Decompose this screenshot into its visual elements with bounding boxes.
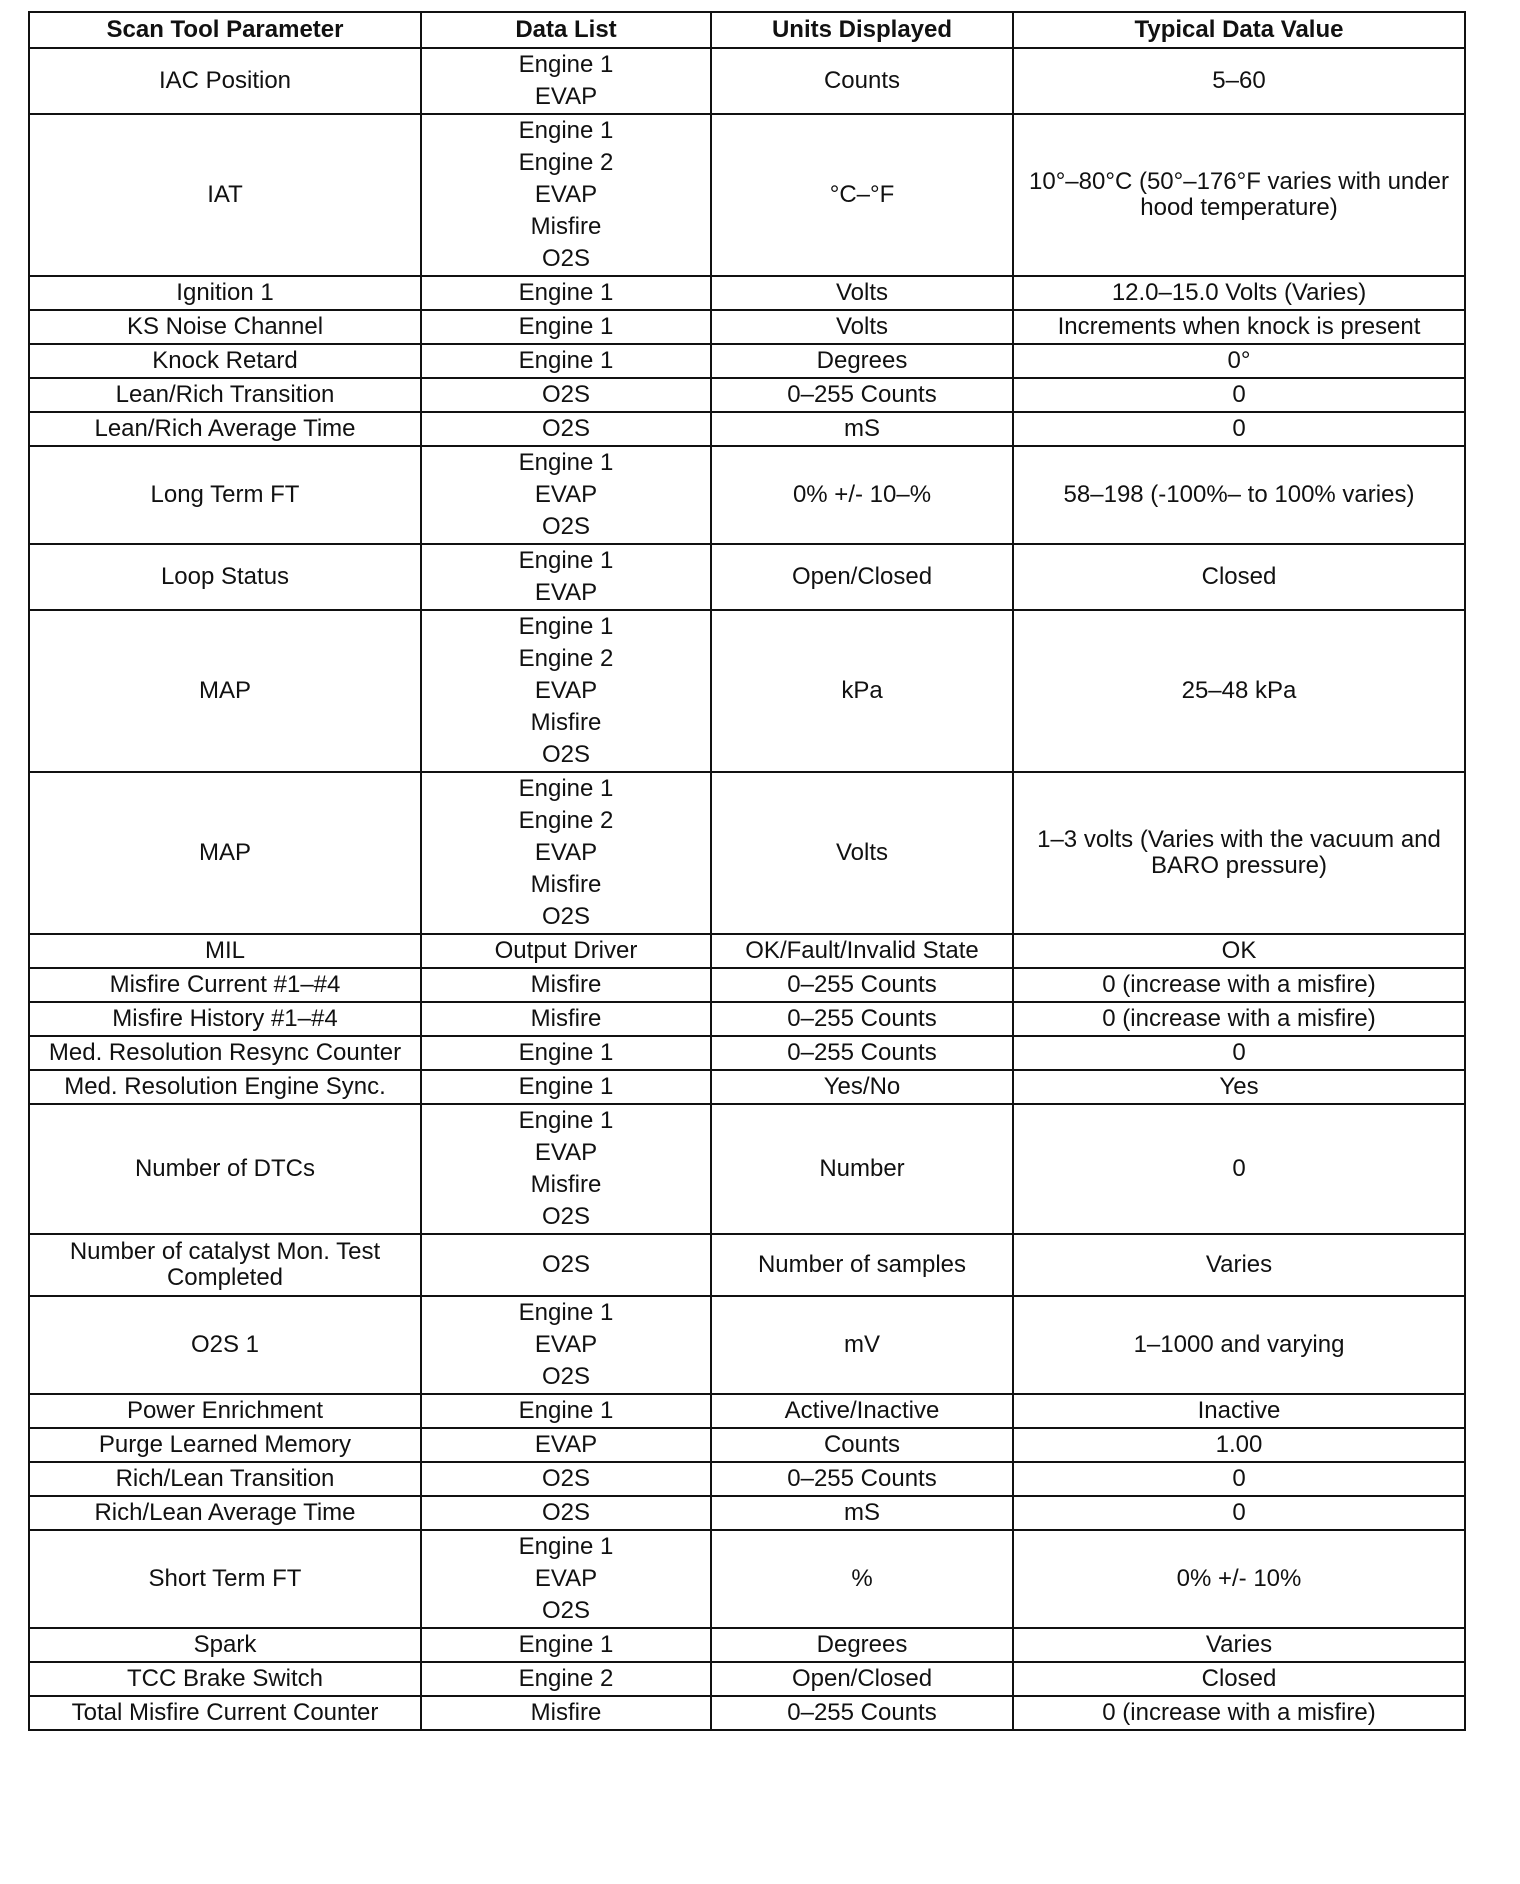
typical-value-cell: 0 bbox=[1013, 1036, 1465, 1070]
data-list-cell: Engine 1 bbox=[421, 276, 711, 310]
units-cell: Degrees bbox=[711, 344, 1013, 378]
table-row bbox=[29, 1428, 1465, 1462]
units-cell: mS bbox=[711, 1496, 1013, 1530]
table-row bbox=[29, 1628, 1465, 1662]
typical-value-cell: 25–48 kPa bbox=[1013, 610, 1465, 772]
parameter-cell: IAT bbox=[29, 114, 421, 276]
data-list-cell: Output Driver bbox=[421, 934, 711, 968]
table-row bbox=[29, 1662, 1465, 1696]
parameter-cell: Misfire Current #1–#4 bbox=[29, 968, 421, 1002]
table-row bbox=[29, 1296, 1465, 1394]
units-cell: kPa bbox=[711, 610, 1013, 772]
table-row bbox=[29, 1234, 1465, 1296]
typical-value-cell: Varies bbox=[1013, 1628, 1465, 1662]
parameter-cell: Purge Learned Memory bbox=[29, 1428, 421, 1462]
table-row bbox=[29, 1462, 1465, 1496]
units-cell: 0–255 Counts bbox=[711, 1696, 1013, 1730]
data-list-cell: Engine 1 bbox=[421, 1070, 711, 1104]
table-row bbox=[29, 772, 1465, 934]
units-cell: Counts bbox=[711, 48, 1013, 114]
parameter-cell: IAC Position bbox=[29, 48, 421, 114]
units-cell: Degrees bbox=[711, 1628, 1013, 1662]
data-list-cell: EVAP bbox=[421, 1428, 711, 1462]
data-list-cell: O2S bbox=[421, 1234, 711, 1296]
typical-value-cell: 1–3 volts (Varies with the vacuum and BARO pressure) bbox=[1013, 772, 1465, 934]
units-cell: 0–255 Counts bbox=[711, 968, 1013, 1002]
typical-value-cell: 0 bbox=[1013, 378, 1465, 412]
parameter-cell: Short Term FT bbox=[29, 1530, 421, 1628]
units-cell: mV bbox=[711, 1296, 1013, 1394]
table-row bbox=[29, 610, 1465, 772]
data-list-cell: O2S bbox=[421, 412, 711, 446]
data-list-cell: Engine 1 EVAP bbox=[421, 48, 711, 114]
parameter-cell: Number of catalyst Mon. Test Completed bbox=[29, 1234, 421, 1296]
typical-value-cell: 10°–80°C (50°–176°F varies with under hood temperature) bbox=[1013, 114, 1465, 276]
units-cell: Volts bbox=[711, 276, 1013, 310]
typical-value-cell: 58–198 (-100%– to 100% varies) bbox=[1013, 446, 1465, 544]
typical-value-cell: 1–1000 and varying bbox=[1013, 1296, 1465, 1394]
data-list-cell: Misfire bbox=[421, 1002, 711, 1036]
table-row bbox=[29, 276, 1465, 310]
typical-value-cell: 0° bbox=[1013, 344, 1465, 378]
parameter-cell: TCC Brake Switch bbox=[29, 1662, 421, 1696]
units-cell: Counts bbox=[711, 1428, 1013, 1462]
parameter-cell: Lean/Rich Average Time bbox=[29, 412, 421, 446]
header-scan-tool-parameter: Scan Tool Parameter bbox=[29, 12, 421, 48]
data-list-cell: O2S bbox=[421, 1462, 711, 1496]
typical-value-cell: Closed bbox=[1013, 544, 1465, 610]
data-list-cell: Engine 1 EVAP O2S bbox=[421, 1530, 711, 1628]
typical-value-cell: 0% +/- 10% bbox=[1013, 1530, 1465, 1628]
units-cell: 0–255 Counts bbox=[711, 1462, 1013, 1496]
data-list-cell: Engine 1 bbox=[421, 344, 711, 378]
typical-value-cell: 0 bbox=[1013, 1496, 1465, 1530]
typical-value-cell: OK bbox=[1013, 934, 1465, 968]
parameter-cell: Power Enrichment bbox=[29, 1394, 421, 1428]
parameter-cell: Loop Status bbox=[29, 544, 421, 610]
units-cell: Volts bbox=[711, 772, 1013, 934]
parameter-cell: KS Noise Channel bbox=[29, 310, 421, 344]
header-typical-data-value: Typical Data Value bbox=[1013, 12, 1465, 48]
table-row bbox=[29, 446, 1465, 544]
data-list-cell: Engine 1 bbox=[421, 310, 711, 344]
table-row bbox=[29, 1696, 1465, 1730]
data-list-cell: Engine 1 Engine 2 EVAP Misfire O2S bbox=[421, 114, 711, 276]
parameter-cell: Knock Retard bbox=[29, 344, 421, 378]
table-row bbox=[29, 1070, 1465, 1104]
table-row bbox=[29, 1530, 1465, 1628]
scan-tool-data-table bbox=[28, 11, 1466, 1731]
parameter-cell: Spark bbox=[29, 1628, 421, 1662]
table-row bbox=[29, 1002, 1465, 1036]
units-cell: mS bbox=[711, 412, 1013, 446]
typical-value-cell: 0 (increase with a misfire) bbox=[1013, 968, 1465, 1002]
units-cell: Volts bbox=[711, 310, 1013, 344]
parameter-cell: MAP bbox=[29, 610, 421, 772]
parameter-cell: Misfire History #1–#4 bbox=[29, 1002, 421, 1036]
units-cell: 0–255 Counts bbox=[711, 1036, 1013, 1070]
data-list-cell: Engine 1 Engine 2 EVAP Misfire O2S bbox=[421, 610, 711, 772]
parameter-cell: Long Term FT bbox=[29, 446, 421, 544]
typical-value-cell: Varies bbox=[1013, 1234, 1465, 1296]
data-list-cell: Engine 2 bbox=[421, 1662, 711, 1696]
typical-value-cell: Inactive bbox=[1013, 1394, 1465, 1428]
parameter-cell: O2S 1 bbox=[29, 1296, 421, 1394]
parameter-cell: Med. Resolution Resync Counter bbox=[29, 1036, 421, 1070]
typical-value-cell: 1.00 bbox=[1013, 1428, 1465, 1462]
typical-value-cell: 0 bbox=[1013, 1104, 1465, 1234]
header-row bbox=[29, 12, 1465, 48]
parameter-cell: MAP bbox=[29, 772, 421, 934]
header-data-list: Data List bbox=[421, 12, 711, 48]
table-row bbox=[29, 378, 1465, 412]
data-list-cell: Engine 1 bbox=[421, 1036, 711, 1070]
data-list-cell: Misfire bbox=[421, 968, 711, 1002]
table-row bbox=[29, 934, 1465, 968]
units-cell: Number bbox=[711, 1104, 1013, 1234]
table-row bbox=[29, 1104, 1465, 1234]
units-cell: 0% +/- 10–% bbox=[711, 446, 1013, 544]
units-cell: Open/Closed bbox=[711, 544, 1013, 610]
table-row bbox=[29, 114, 1465, 276]
units-cell: OK/Fault/Invalid State bbox=[711, 934, 1013, 968]
table-row bbox=[29, 968, 1465, 1002]
data-list-cell: Engine 1 EVAP bbox=[421, 544, 711, 610]
units-cell: °C–°F bbox=[711, 114, 1013, 276]
table-row bbox=[29, 412, 1465, 446]
typical-value-cell: 5–60 bbox=[1013, 48, 1465, 114]
data-list-cell: O2S bbox=[421, 1496, 711, 1530]
parameter-cell: MIL bbox=[29, 934, 421, 968]
data-list-cell: Misfire bbox=[421, 1696, 711, 1730]
data-list-cell: Engine 1 Engine 2 EVAP Misfire O2S bbox=[421, 772, 711, 934]
typical-value-cell: Yes bbox=[1013, 1070, 1465, 1104]
table-row bbox=[29, 48, 1465, 114]
table-row bbox=[29, 1394, 1465, 1428]
table-row bbox=[29, 1496, 1465, 1530]
units-cell: 0–255 Counts bbox=[711, 1002, 1013, 1036]
data-list-cell: Engine 1 bbox=[421, 1628, 711, 1662]
parameter-cell: Total Misfire Current Counter bbox=[29, 1696, 421, 1730]
typical-value-cell: 0 (increase with a misfire) bbox=[1013, 1002, 1465, 1036]
typical-value-cell: Increments when knock is present bbox=[1013, 310, 1465, 344]
parameter-cell: Lean/Rich Transition bbox=[29, 378, 421, 412]
data-list-cell: Engine 1 EVAP O2S bbox=[421, 446, 711, 544]
data-list-cell: O2S bbox=[421, 378, 711, 412]
data-list-cell: Engine 1 EVAP O2S bbox=[421, 1296, 711, 1394]
table-row bbox=[29, 310, 1465, 344]
data-list-cell: Engine 1 EVAP Misfire O2S bbox=[421, 1104, 711, 1234]
typical-value-cell: 0 (increase with a misfire) bbox=[1013, 1696, 1465, 1730]
units-cell: Active/Inactive bbox=[711, 1394, 1013, 1428]
data-list-cell: Engine 1 bbox=[421, 1394, 711, 1428]
parameter-cell: Rich/Lean Transition bbox=[29, 1462, 421, 1496]
units-cell: 0–255 Counts bbox=[711, 378, 1013, 412]
parameter-cell: Ignition 1 bbox=[29, 276, 421, 310]
parameter-cell: Med. Resolution Engine Sync. bbox=[29, 1070, 421, 1104]
typical-value-cell: 12.0–15.0 Volts (Varies) bbox=[1013, 276, 1465, 310]
table-row bbox=[29, 1036, 1465, 1070]
typical-value-cell: Closed bbox=[1013, 1662, 1465, 1696]
typical-value-cell: 0 bbox=[1013, 412, 1465, 446]
header-units-displayed: Units Displayed bbox=[711, 12, 1013, 48]
parameter-cell: Number of DTCs bbox=[29, 1104, 421, 1234]
typical-value-cell: 0 bbox=[1013, 1462, 1465, 1496]
table-row bbox=[29, 344, 1465, 378]
units-cell: Number of samples bbox=[711, 1234, 1013, 1296]
units-cell: Yes/No bbox=[711, 1070, 1013, 1104]
units-cell: Open/Closed bbox=[711, 1662, 1013, 1696]
parameter-cell: Rich/Lean Average Time bbox=[29, 1496, 421, 1530]
table-row bbox=[29, 544, 1465, 610]
units-cell: % bbox=[711, 1530, 1013, 1628]
